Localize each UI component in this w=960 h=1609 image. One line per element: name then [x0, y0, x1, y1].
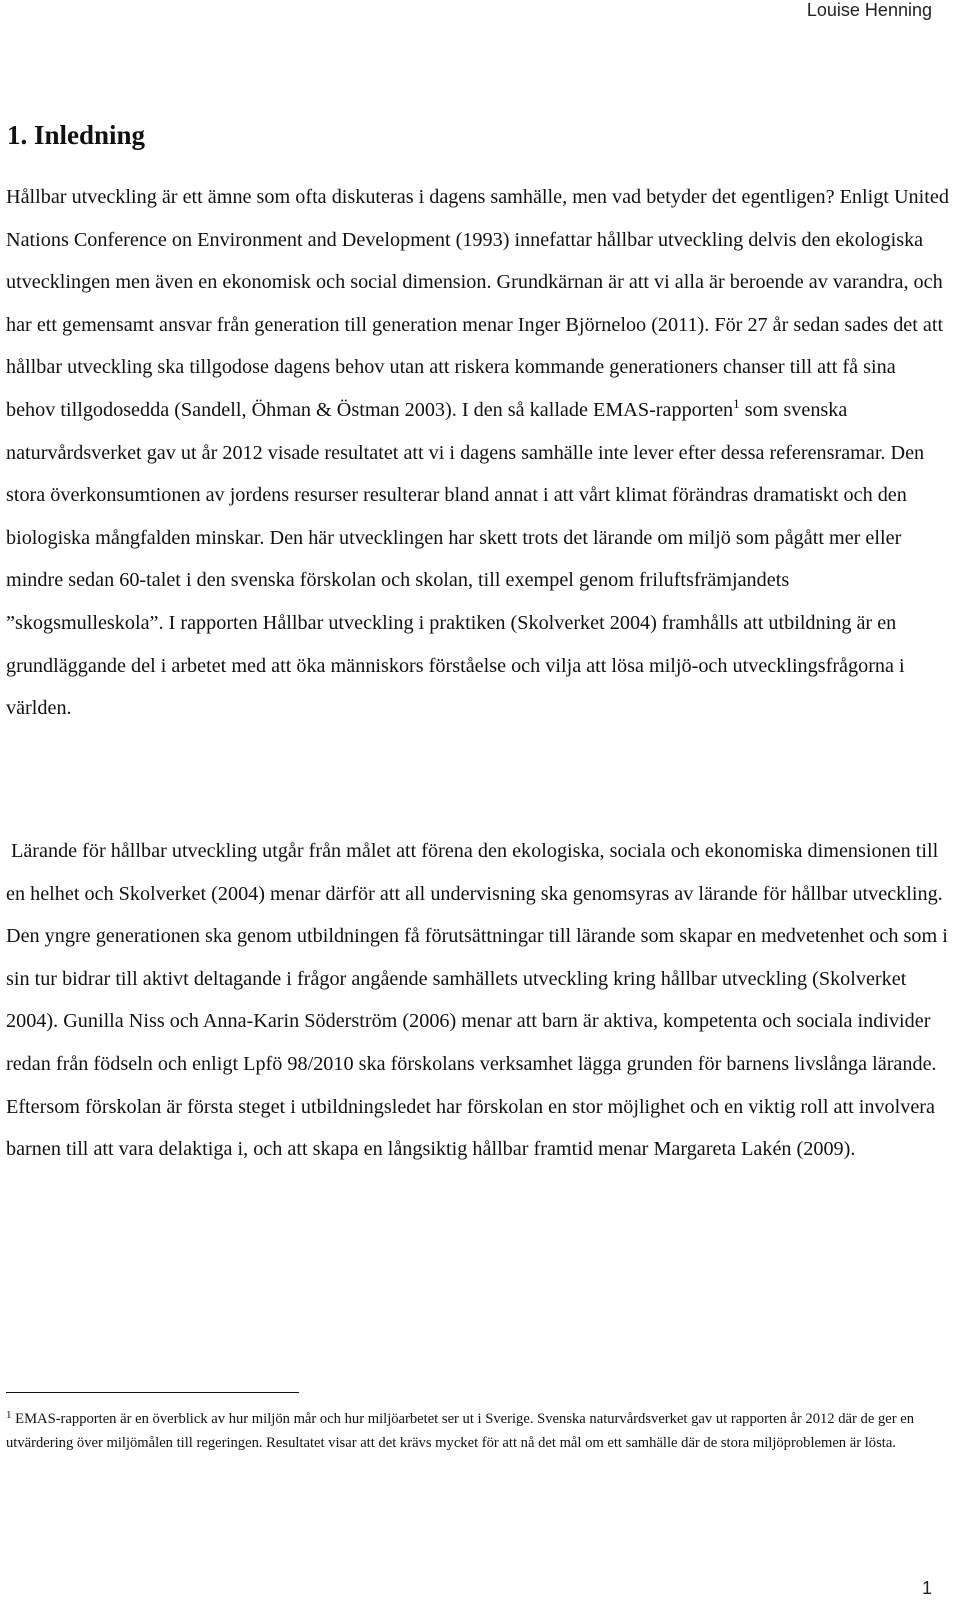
footnote-text: EMAS-rapporten är en överblick av hur miljön mår och hur miljöarbetet ser ut i Sverige. Svenska naturvårdsverket gav ut rapporten år 2012 där de ger en utvärdering över miljömålen till regeringen. Resultatet visar att det krävs mycket för att nå det mål om ett samhälle där de stora miljöproblemen är lösta.: [6, 1411, 914, 1451]
paragraph-text: Lärande för hållbar utveckling utgår från målet att förena den ekologiska, sociala och ekonomiska dimensionen till en helhet och Skolverket (2004) menar därför att all undervisning ska genomsyras av lärande för hållbar utveckling. Den yngre generationen ska genom utbildningen få förutsättningar till lärande som skapar en medvetenhet och som i sin tur bidrar till aktivt deltagande i frågor angående samhällets utveckling kring hållbar utveckling (Skolverket 2004). Gunilla Niss och Anna-Karin Söderström (2006) menar att barn är aktiva, kompetenta och sociala individer redan från födseln och enligt Lpfö 98/2010 ska förskolans verksamhet lägga grunden för barnens livslånga lärande. Eftersom förskolan är första steget i utbildningsledet har förskolan en stor möjlighet och en viktig roll att involvera barnen till att vara delaktiga i, och att skapa en långsiktig hållbar framtid menar Margareta Lakén (2009).: [6, 840, 948, 1161]
section-heading: 1. Inledning: [7, 120, 146, 150]
paragraph-learning: [6, 830, 950, 1171]
paragraph-text: som svenska naturvårdsverket gav ut år 2012 visade resultatet att vi i dagens samhälle inte lever efter dessa referensramar. Den stora överkonsumtionen av jordens resurser resulterar bland annat i att vårt klimat förändras dramatiskt och den biologiska mångfalden minskar. Den här utvecklingen har skett trots det lärande om miljö som pågått mer eller mindre sedan 60-talet i den svenska förskolan och skolan, till exempel genom friluftsfrämjandets ”skogsmulleskola”. I rapporten Hållbar utveckling i praktiken (Skolverket 2004) framhålls att utbildning är en grundläggande del i arbetet med att öka människors förståelse och vilja att lösa miljö-och utvecklingsfrågorna i världen.: [6, 398, 925, 720]
page-number: 1: [921, 1578, 932, 1598]
paragraph-text: Hållbar utveckling är ett ämne som ofta diskuteras i dagens samhälle, men vad betyder det egentligen? Enligt United Nations Conference on Environment and Development (1993) innefattar hållbar utveckling delvis den ekologiska utvecklingen men även en ekonomisk och social dimension. Grundkärnan är att vi alla är beroende av varandra, och har ett gemensamt ansvar från generation till generation menar Inger Björneloo (2011). För 27 år sedan sades det att hållbar utveckling ska tillgodose dagens behov utan att riskera kommande generationers chanser till att få sina behov tillgodosedda (Sandell, Öhman & Östman 2003). I den så kallade EMAS-rapporten: [6, 186, 949, 421]
footnote: [6, 1408, 950, 1455]
paragraph-introduction: [6, 176, 950, 730]
footnote-marker: 1: [6, 1409, 12, 1421]
running-header-author: Louise Henning: [806, 0, 932, 20]
footnote-reference[interactable]: 1: [733, 395, 740, 411]
footnote-separator: [6, 1392, 299, 1393]
